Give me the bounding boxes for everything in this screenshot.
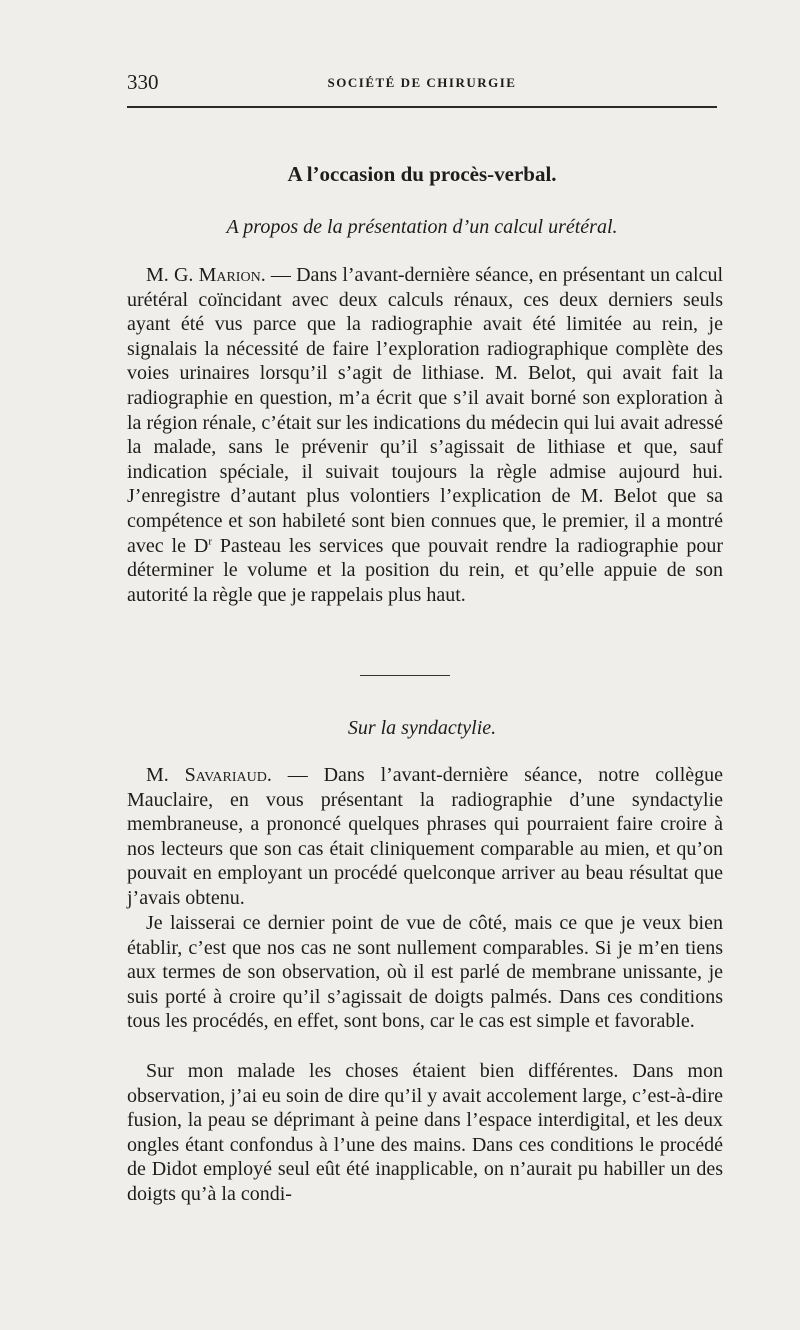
section-title-proces-verbal: A l’occasion du procès-verbal. [287, 162, 557, 186]
paragraph-marion-end: Pasteau les services que pouvait rendre la radiographie pour déterminer le volume et la position du rein, et qu’elle appuie de son autorité la règle que je rappelais plus haut. [127, 534, 723, 606]
header-rule [127, 106, 717, 108]
paragraph-marion-text: — Dans l’avant-dernière séance, en présentant un calcul urétéral coïncidant avec deux calculs rénaux, ces deux derniers seuls ayant été vus parce que la radiographie avait été limitée au rein, je signalais la nécessité de faire l’exploration radiographique complète des voies urinaires lorsqu’il s’agit de lithiase. M. Belot, qui avait fait la radiographie en question, m’a écrit que s’il avait borné son exploration à la région rénale, c’était sur les indications du médecin qui lui avait adressé la malade, sans le prévenir qu’il s’agissait de lithiase et que, sauf indication spéciale, il suivait toujours la règle admise aujourd hui. J’enregistre d’autant plus volontiers l’explication de M. Belot que sa compétence et son habileté sont bien connues que, le premier, il a montré avec le D [127, 264, 724, 557]
page-number: 330 [127, 70, 159, 94]
running-head: SOCIÉTÉ DE CHIRURGIE [327, 75, 517, 90]
speaker-savariaud: M. Savariaud. [146, 764, 272, 786]
paragraph-savariaud-1 [127, 763, 723, 911]
speaker-marion: M. G. Marion. [146, 264, 266, 286]
section-divider [360, 675, 450, 676]
subsection-title-calcul: A propos de la présentation d’un calcul urétéral. [226, 216, 618, 238]
paragraph-savariaud-3: Sur mon malade les choses étaient bien différentes. Dans mon observation, j’ai eu soin de dire qu’il y avait accolement large, c’est-à-dire fusion, la peau se déprimant à peine dans l’espace interdigital, et les deux ongles étant confondus à l’une des mains. Dans ces conditions le procédé de Didot employé seul eût été inapplicable, on n’aurait pu habiller un des doigts qu’à la condi- [127, 1060, 723, 1205]
paragraph-marion [127, 263, 723, 607]
page-header [127, 70, 717, 100]
doctor-superscript: r [208, 534, 212, 547]
section-title-syndactylie: Sur la syndactylie. [347, 717, 497, 739]
paragraph-savariaud-1-text: — Dans l’avant-dernière séance, notre collègue Mauclaire, en vous présentant la radiographie d’une syndactylie membraneuse, a prononcé quelques phrases qui pourraient faire croire à nos lecteurs que son cas était cliniquement comparable au mien, et qu’on pouvait en employant un procédé quelconque arriver au beau résultat que j’avais obtenu. [127, 764, 723, 909]
paragraph-savariaud-2: Je laisserai ce dernier point de vue de côté, mais ce que je veux bien établir, c’est que nos cas ne sont nullement comparables. Si je m’en tiens aux termes de son observation, où il est parlé de membrane unissante, je suis porté à croire qu’il s’agissait de doigts palmés. Dans ces conditions tous les procédés, en effet, sont bons, car le cas est simple et favorable. [127, 912, 723, 1033]
